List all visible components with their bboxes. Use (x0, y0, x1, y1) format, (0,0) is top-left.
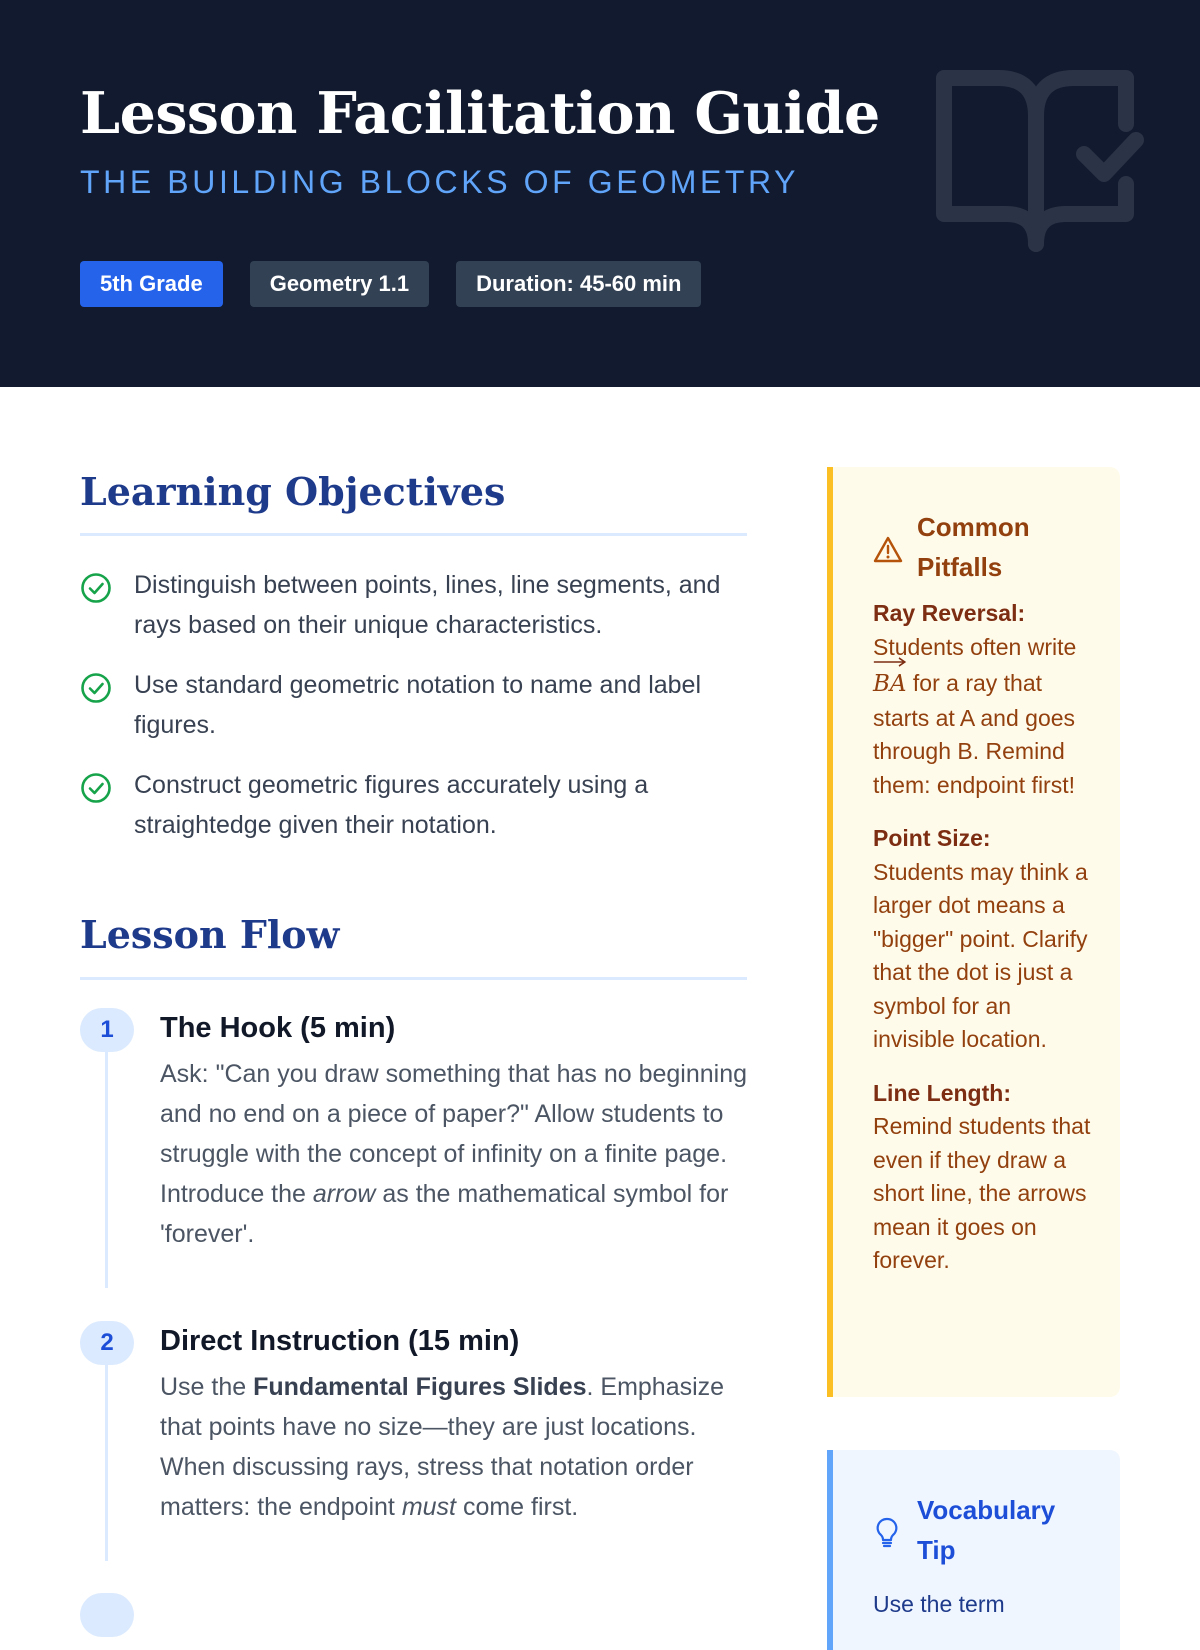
check-circle-icon (80, 672, 112, 704)
lesson-flow-heading: Lesson Flow (80, 912, 340, 957)
check-circle-icon (80, 772, 112, 804)
book-check-icon (936, 66, 1146, 256)
pitfalls-header (873, 507, 1087, 587)
objectives-heading: Learning Objectives (80, 469, 506, 514)
vocab-text: Use the term (873, 1591, 1005, 1617)
pitfalls-title: Common Pitfalls (917, 512, 1030, 582)
objectives-divider (80, 533, 747, 536)
pitfall-item: Line Length: Remind students that even if they draw a short line, the arrows mean it goes on forever. (873, 1077, 1098, 1278)
pitfall-item: Ray Reversal: Students often write BA for a ray that starts at A and goes through B. Remind them: endpoint first! (873, 597, 1098, 802)
lesson-subtitle: THE BUILDING BLOCKS OF GEOMETRY (80, 164, 800, 200)
timeline-connector (105, 1365, 108, 1561)
step-description: Ask: "Can you draw something that has no beginning and no end on a piece of paper?" Allow students to struggle with the concept of infinity on a finite page. Introduce the arrow as the mathematical symbol for 'forever'. (160, 1060, 748, 1248)
check-circle-icon (80, 572, 112, 604)
step-number-badge: 1 (80, 1008, 134, 1052)
lesson-badges (80, 261, 701, 307)
pitfall-label: Line Length: (873, 1079, 1011, 1106)
objective-text: Use standard geometric notation to name and label figures. (134, 671, 702, 739)
step-description: Use the Fundamental Figures Slides. Emphasize that points have no size—they are just locations. When discussing rays, stress that notation order matters: the endpoint must come first. (160, 1373, 725, 1521)
objective-item (80, 665, 760, 745)
duration-badge: Duration: 45-60 min (456, 261, 701, 307)
vector-arrow-icon (873, 656, 907, 668)
objective-item (80, 765, 760, 845)
lesson-flow-divider (80, 977, 747, 980)
lightbulb-icon (873, 1516, 901, 1548)
step-title: The Hook (5 min) (160, 1012, 396, 1044)
objective-item (80, 565, 760, 645)
warning-triangle-icon (873, 535, 903, 565)
lesson-header (0, 0, 1200, 387)
pitfall-label: Ray Reversal: (873, 600, 1026, 626)
vocab-header (873, 1490, 1077, 1570)
pitfalls-list (873, 597, 1098, 1298)
common-pitfalls-callout (827, 467, 1120, 1397)
pitfall-label: Point Size: (873, 825, 991, 851)
pitfall-item: Point Size: Students may think a larger dot means a "bigger" point. Clarify that the dot is just a symbol for an invisible location. (873, 822, 1098, 1057)
step-number-badge: 2 (80, 1321, 134, 1365)
objective-text: Distinguish between points, lines, line segments, and rays based on their unique characteristics. (134, 571, 721, 639)
step-number-badge (80, 1593, 134, 1637)
grade-badge: 5th Grade (80, 261, 223, 307)
vocabulary-tip-callout (827, 1450, 1120, 1650)
timeline-connector (105, 1052, 108, 1288)
page-title: Lesson Facilitation Guide (80, 80, 880, 147)
unit-badge: Geometry 1.1 (250, 261, 429, 307)
objective-text: Construct geometric figures accurately using a straightedge given their notation. (134, 771, 649, 839)
ray-notation: BA (873, 664, 907, 702)
step-title: Direct Instruction (15 min) (160, 1325, 520, 1357)
objectives-list (80, 565, 760, 865)
vocab-title: Vocabulary Tip (917, 1495, 1056, 1565)
